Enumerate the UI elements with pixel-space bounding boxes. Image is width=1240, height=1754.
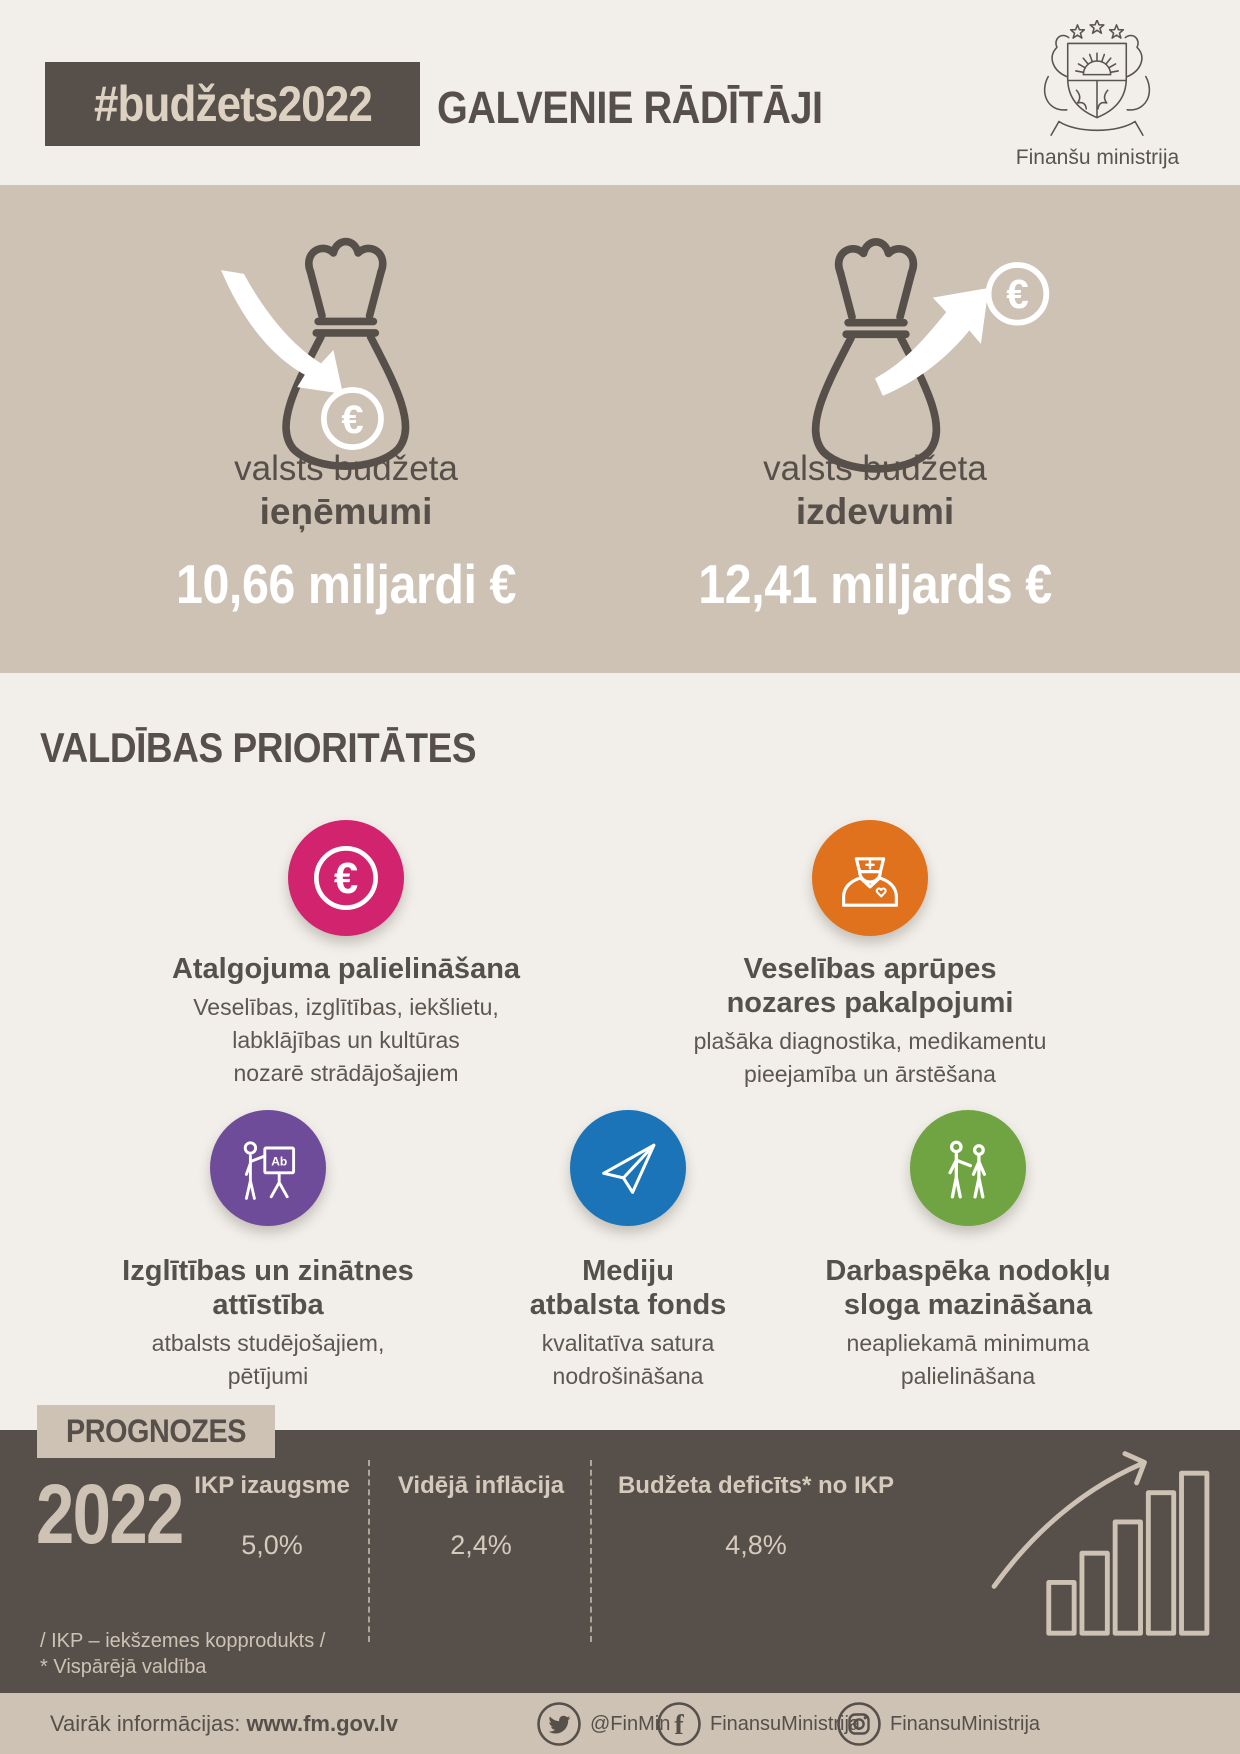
twitter-handle: @FinMin — [590, 1712, 671, 1735]
euro-coin-icon — [288, 820, 404, 936]
teacher-icon — [210, 1110, 326, 1226]
priority-title: Mediju atbalsta fonds — [529, 1255, 727, 1321]
instagram-handle: FinansuMinistrija — [890, 1712, 1041, 1735]
revenue-label: valsts budžeta — [234, 449, 458, 488]
facebook-handle: FinansuMinistrija — [710, 1712, 861, 1735]
forecast-label-box — [37, 1405, 275, 1458]
priority-card-wages — [106, 820, 586, 1090]
priority-desc: neapliekamā minimuma palielināšana — [846, 1330, 1090, 1389]
more-info-label: Vairāk informācijas: — [50, 1711, 247, 1736]
stat-gdp-growth-value — [162, 1530, 382, 1561]
priority-card-media — [458, 1110, 798, 1393]
euro-glyph: € — [341, 397, 364, 442]
ministry-name: Finanšu ministrija — [1015, 146, 1180, 169]
instagram-icon — [836, 1701, 882, 1747]
expenditure-label: valsts budžeta — [763, 449, 987, 488]
priority-title: Darbaspēka nodokļu sloga mazināšana — [825, 1255, 1111, 1321]
expenditure-amount: 12,41 miljards € — [698, 553, 1052, 615]
revenue-label-bold: ieņēmumi — [259, 491, 433, 532]
euro-glyph: € — [333, 853, 359, 903]
paper-plane-icon — [570, 1110, 686, 1226]
stat-value: 2,4% — [450, 1530, 512, 1560]
hashtag-text: #budžets2022 — [93, 76, 372, 132]
stat-divider — [590, 1460, 592, 1642]
expenditure-label-bold: izdevumi — [795, 491, 955, 532]
social-twitter — [536, 1701, 670, 1747]
priorities-heading: VALDĪBAS PRIORITĀTES — [40, 724, 477, 771]
priority-desc: Veselības, izglītības, iekšlietu, labklājības un kultūras nozarē strādājošajiem — [193, 994, 499, 1086]
money-bag-revenue-icon — [217, 232, 446, 470]
priority-desc: kvalitatīva satura nodrošināšana — [541, 1330, 715, 1389]
stat-label: IKP izaugsme — [194, 1472, 350, 1499]
footnote-gdp: / IKP – iekšzemes kopprodukts / — [40, 1630, 326, 1652]
priority-card-health — [630, 820, 1110, 1091]
people-icon — [910, 1110, 1026, 1226]
priority-desc: atbalsts studējošajiem, pētījumi — [151, 1330, 385, 1389]
page-title: GALVENIE RĀDĪTĀJI — [437, 82, 823, 133]
money-bag-expenditure-icon — [775, 232, 1054, 473]
website-url: www.fm.gov.lv — [246, 1711, 399, 1736]
budget-revenue — [116, 448, 576, 616]
stat-deficit-value — [586, 1530, 926, 1561]
twitter-icon — [536, 1701, 582, 1747]
priority-title: Veselības aprūpes nozares pakalpojumi — [726, 953, 1014, 1019]
stat-value: 4,8% — [725, 1530, 787, 1560]
priority-card-education — [98, 1110, 438, 1393]
social-facebook — [656, 1701, 860, 1747]
facebook-glyph: f — [674, 1710, 684, 1741]
coat-of-arms-icon — [1012, 20, 1182, 142]
arrow-out-icon — [875, 288, 989, 396]
board-text: Ab — [271, 1154, 288, 1169]
stat-label: Budžeta deficīts* no IKP — [617, 1472, 895, 1499]
budget-expenditure — [645, 448, 1105, 616]
footnote-government: * Vispārējā valdība — [40, 1656, 207, 1678]
nurse-icon — [812, 820, 928, 936]
forecast-label: PROGNOZES — [66, 1413, 246, 1449]
forecast-year: 2022 — [36, 1467, 183, 1561]
stat-divider — [368, 1460, 370, 1642]
priority-title: Atalgojuma palielināšana — [171, 953, 521, 985]
stat-deficit — [586, 1472, 926, 1500]
priority-desc: plašāka diagnostika, medikamentu pieejamība un ārstēšana — [693, 1028, 1047, 1087]
stat-gdp-growth — [162, 1472, 382, 1500]
euro-glyph: € — [1006, 271, 1029, 318]
priority-title: Izglītības un zinātnes attīstība — [122, 1255, 414, 1321]
social-instagram — [836, 1701, 1040, 1747]
priority-card-labour-tax — [798, 1110, 1138, 1393]
hashtag-box — [45, 62, 420, 146]
stat-value: 5,0% — [241, 1530, 303, 1560]
growth-chart-icon — [988, 1438, 1213, 1643]
facebook-icon — [656, 1701, 702, 1747]
stat-label: Vidējā inflācija — [397, 1472, 565, 1499]
stat-inflation — [371, 1472, 591, 1500]
stat-inflation-value — [371, 1530, 591, 1561]
more-info — [50, 1711, 398, 1737]
revenue-amount: 10,66 miljardi € — [175, 553, 517, 615]
